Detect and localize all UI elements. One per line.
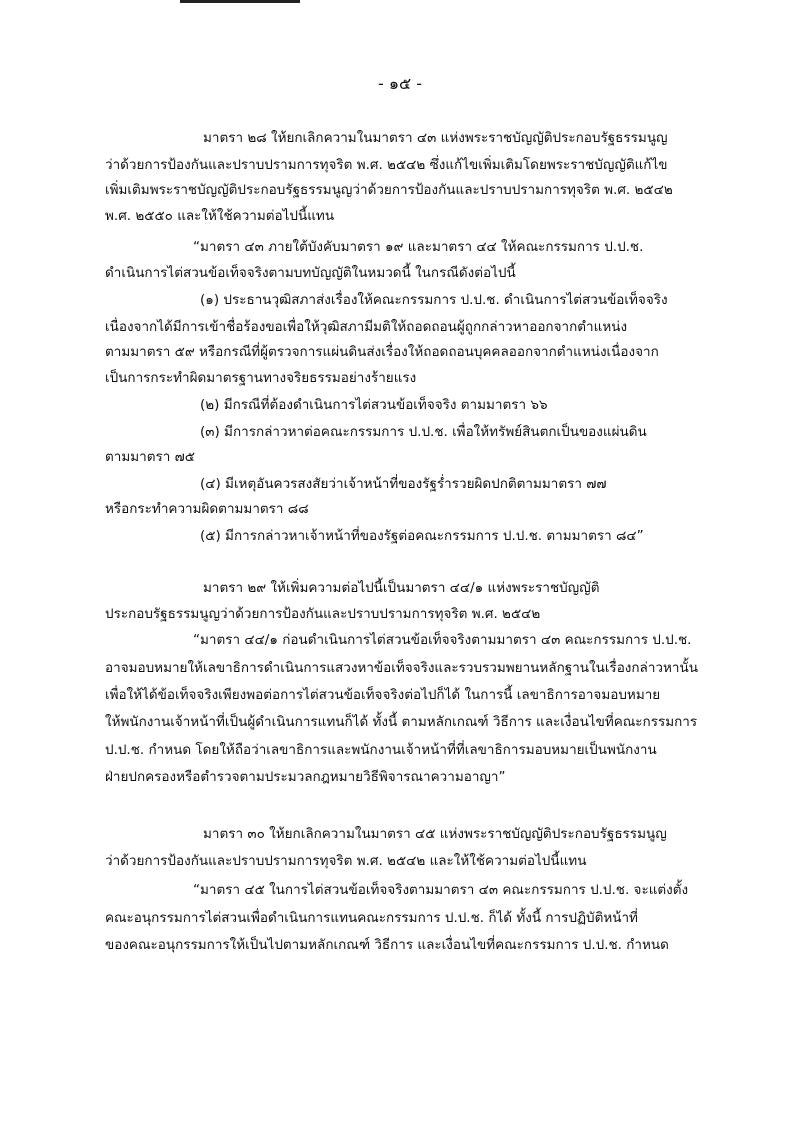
text-line: เนื่องจากได้มีการเข้าชื่อร้องขอเพื่อให้วุฒิสภามีมติให้ถอดถอนผู้ถูกกล่าวหาออกจากตำแหน่ง bbox=[105, 319, 628, 335]
text-line: มาตรา ๒๙ ให้เพิ่มความต่อไปนี้เป็นมาตรา ๔๔/๑ แห่งพระราชบัญญัติ bbox=[203, 580, 600, 596]
text-line: ตามมาตรา ๗๕ bbox=[105, 449, 195, 465]
text-line: (๓) มีการกล่าวหาต่อคณะกรรมการ ป.ป.ช. เพื่อให้ทรัพย์สินตกเป็นของแผ่นดิน bbox=[200, 424, 647, 440]
text-line: ฝ่ายปกครองหรือตำรวจตามประมวลกฎหมายวิธีพิจารณาความอาญา” bbox=[105, 769, 506, 785]
text-line: อาจมอบหมายให้เลขาธิการดำเนินการแสวงหาข้อเท็จจริงและรวบรวมพยานหลักฐานในเรื่องกล่าวหานั้น bbox=[105, 660, 698, 676]
text-line: ว่าด้วยการป้องกันและปราบปรามการทุจริต พ.ศ. ๒๕๔๒ และให้ใช้ความต่อไปนี้แทน bbox=[105, 853, 587, 869]
text-line: หรือกระทำความผิดตามมาตรา ๘๘ bbox=[105, 501, 309, 517]
text-line: ป.ป.ช. กำหนด โดยให้ถือว่าเลขาธิการและพนักงานเจ้าหน้าที่ที่เลขาธิการมอบหมายเป็นพนักงาน bbox=[105, 742, 657, 758]
text-line: มาตรา ๒๘ ให้ยกเลิกความในมาตรา ๔๓ แห่งพระราชบัญญัติประกอบรัฐธรรมนูญ bbox=[203, 130, 668, 146]
text-line: เพื่อให้ได้ข้อเท็จจริงเพียงพอต่อการไต่สวนข้อเท็จจริงต่อไปก็ได้ ในการนี้ เลขาธิการอาจมอบหมาย bbox=[105, 687, 661, 703]
text-line: (๕) มีการกล่าวหาเจ้าหน้าที่ของรัฐต่อคณะกรรมการ ป.ป.ช. ตามมาตรา ๘๔” bbox=[200, 528, 644, 544]
text-line: ของคณะอนุกรรมการให้เป็นไปตามหลักเกณฑ์ วิธีการ และเงื่อนไขที่คณะกรรมการ ป.ป.ช. กำหนด bbox=[105, 937, 669, 953]
text-line: มาตรา ๓๐ ให้ยกเลิกความในมาตรา ๔๕ แห่งพระราชบัญญัติประกอบรัฐธรรมนูญ bbox=[203, 826, 667, 842]
text-line: ให้พนักงานเจ้าหน้าที่เป็นผู้ดำเนินการแทนก็ได้ ทั้งนี้ ตามหลักเกณฑ์ วิธีการ และเงื่อนไขที่คณะกรรมการ bbox=[105, 714, 698, 730]
text-line: พ.ศ. ๒๕๕๐ และให้ใช้ความต่อไปนี้แทน bbox=[105, 208, 335, 224]
text-line: “มาตรา ๔๔/๑ ก่อนดำเนินการไต่สวนข้อเท็จจริงตามมาตรา ๔๓ คณะกรรมการ ป.ป.ช. bbox=[193, 632, 692, 648]
text-line: “มาตรา ๔๕ ในการไต่สวนข้อเท็จจริงตามมาตรา ๔๓ คณะกรรมการ ป.ป.ช. จะแต่งตั้ง bbox=[193, 882, 689, 898]
text-line: ตามมาตรา ๕๙ หรือกรณีที่ผู้ตรวจการแผ่นดินส่งเรื่องให้ถอดถอนบุคคลออกจากตำแหน่งเนื่องจาก bbox=[105, 344, 659, 360]
text-line: “มาตรา ๔๓ ภายใต้บังคับมาตรา ๑๙ และมาตรา ๔๔ ให้คณะกรรมการ ป.ป.ช. bbox=[193, 239, 644, 255]
text-line: ว่าด้วยการป้องกันและปราบปรามการทุจริต พ.ศ. ๒๕๔๒ ซึ่งแก้ไขเพิ่มเติมโดยพระราชบัญญัติแก้ไข bbox=[105, 157, 668, 173]
text-line: ดำเนินการไต่สวนข้อเท็จจริงตามบทบัญญัติในหมวดนี้ ในกรณีดังต่อไปนี้ bbox=[105, 265, 516, 281]
text-line: เป็นการกระทำผิดมาตรฐานทางจริยธรรมอย่างร้ายแรง bbox=[105, 370, 417, 386]
text-line: (๑) ประธานวุฒิสภาส่งเรื่องให้คณะกรรมการ ป.ป.ช. ดำเนินการไต่สวนข้อเท็จจริง bbox=[200, 292, 668, 308]
page-number: - ๑๕ - bbox=[378, 74, 422, 93]
text-line: เพิ่มเติมพระราชบัญญัติประกอบรัฐธรรมนูญว่าด้วยการป้องกันและปราบปรามการทุจริต พ.ศ. ๒๕๔๒ bbox=[105, 182, 673, 198]
text-line: ประกอบรัฐธรรมนูญว่าด้วยการป้องกันและปราบปรามการทุจริต พ.ศ. ๒๕๔๒ bbox=[105, 606, 541, 622]
text-line: (๔) มีเหตุอันควรสงสัยว่าเจ้าหน้าที่ของรัฐร่ำรวยผิดปกติตามมาตรา ๗๗ bbox=[200, 476, 607, 492]
top-rule bbox=[180, 0, 300, 3]
text-line: คณะอนุกรรมการไต่สวนเพื่อดำเนินการแทนคณะกรรมการ ป.ป.ช. ก็ได้ ทั้งนี้ การปฏิบัติหน้าที่ bbox=[105, 910, 638, 926]
text-line: (๒) มีกรณีที่ต้องดำเนินการไต่สวนข้อเท็จจริง ตามมาตรา ๖๖ bbox=[200, 397, 548, 413]
